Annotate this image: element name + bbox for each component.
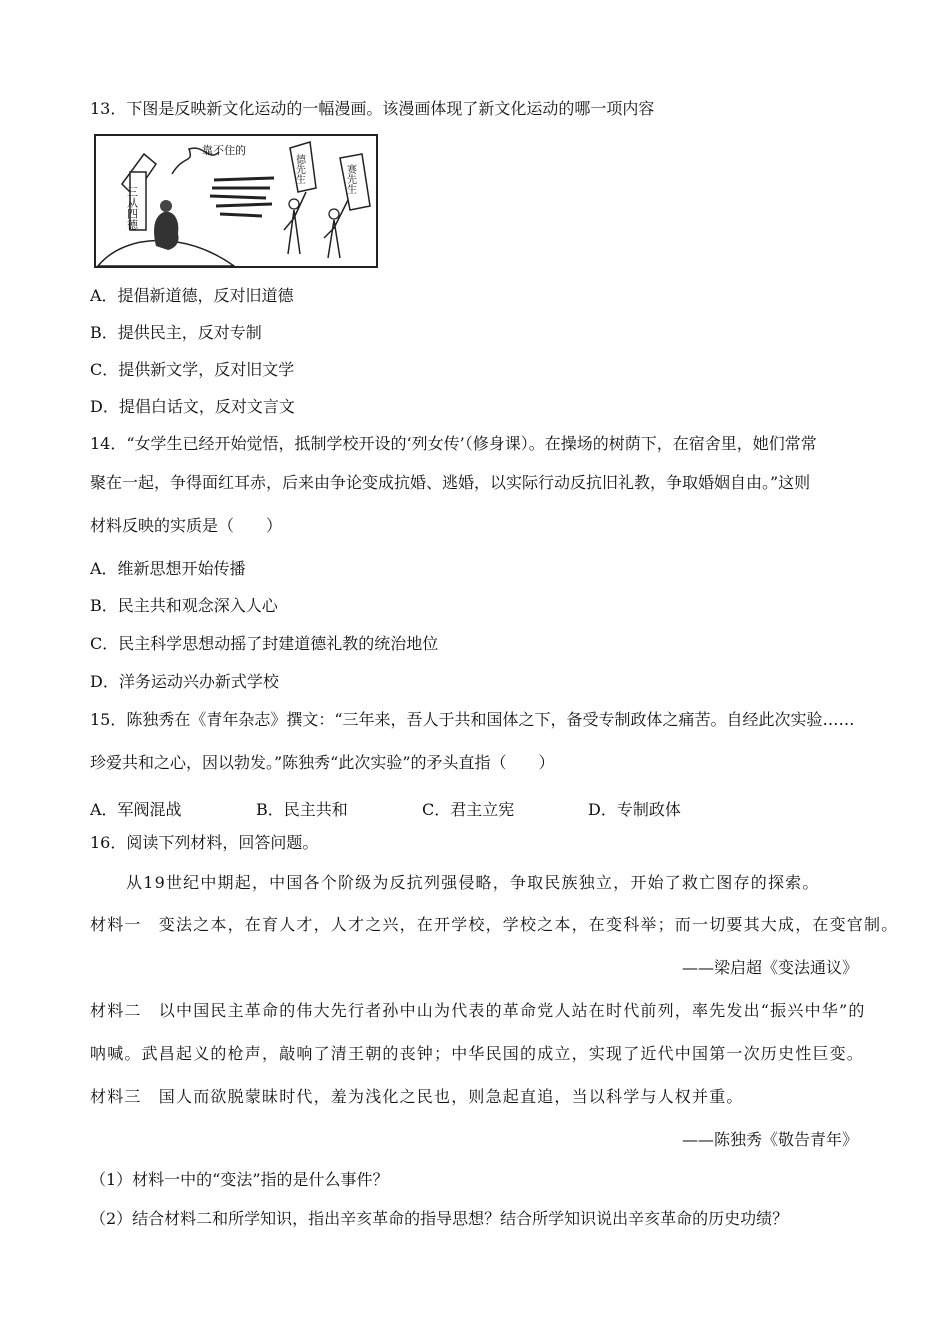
q15-option-c: C．君主立宪	[422, 800, 515, 819]
q15-stem-line2: 珍爱共和之心，因以勃发。”陈独秀“此次实验”的矛头直指（ ）	[90, 753, 555, 772]
q14-option-d: D．洋务运动兴办新式学校	[90, 672, 279, 691]
q14-option-b: B．民主共和观念深入人心	[90, 596, 278, 615]
q15-option-d: D．专制政体	[588, 800, 681, 819]
q16-material2-line2: 呐喊。武昌起义的枪声，敲响了清王朝的丧钟；中华民国的成立，实现了近代中国第一次历史性巨变。	[90, 1044, 865, 1063]
q14-option-c: C．民主科学思想动摇了封建道德礼教的统治地位	[90, 634, 439, 653]
cartoon-label-kaobuzhu: 靠不住的	[202, 144, 246, 157]
q13-option-d: D．提倡白话文，反对文言文	[90, 397, 295, 416]
q16-material1: 材料一 变法之本，在育人才，人才之兴，在开学校，学校之本，在变科举；而一切要其大成，在变官制。	[90, 915, 899, 934]
q16-source1: ——梁启超《变法通议》	[681, 958, 858, 977]
cartoon-label-de: 德先生	[293, 154, 305, 184]
cartoon-label-sancong: 三从四德	[125, 186, 139, 230]
q14-stem-line2: 聚在一起，争得面红耳赤，后来由争论变成抗婚、逃婚，以实际行动反抗旧礼教，争取婚姻自由。”这则	[90, 473, 811, 492]
q14-stem-line1: 14．“女学生已经开始觉悟，抵制学校开设的‘列女传’（修身课）。在操场的树荫下，在宿舍里，她们常常	[90, 434, 817, 453]
q14-stem-line3: 材料反映的实质是（ ）	[90, 516, 283, 535]
q16-sub1: （1）材料一中的“变法”指的是什么事件？	[90, 1170, 389, 1189]
q15-stem-line1: 15．陈独秀在《青年杂志》撰文：“三年来，吾人于共和国体之下，备受专制政体之痛苦。自经此次实验……	[90, 710, 855, 729]
q13-option-a: A．提倡新道德，反对旧道德	[90, 286, 294, 305]
cartoon-label-sai: 赛先生	[344, 164, 356, 194]
q15-option-b: B．民主共和	[256, 800, 348, 819]
q14-option-a: A．维新思想开始传播	[90, 559, 246, 578]
q16-stem: 16．阅读下列材料，回答问题。	[90, 833, 319, 852]
new-culture-cartoon	[94, 134, 378, 268]
q16-material3: 材料三 国人而欲脱蒙昧时代，羞为浅化之民也，则急起直追，当以科学与人权并重。	[90, 1087, 744, 1106]
q13-stem: 13．下图是反映新文化运动的一幅漫画。该漫画体现了新文化运动的哪一项内容	[90, 99, 655, 118]
q16-intro: 从19世纪中期起，中国各个阶级为反抗列强侵略，争取民族独立，开始了救亡图存的探索。	[126, 873, 820, 892]
q13-option-c: C．提供新文学，反对旧文学	[90, 360, 295, 379]
q15-option-a: A．军阀混战	[90, 800, 182, 819]
q15-options	[90, 797, 790, 819]
q13-option-b: B．提供民主，反对专制	[90, 323, 262, 342]
q16-source3: ——陈独秀《敬告青年》	[681, 1130, 858, 1149]
q16-sub2: （2）结合材料二和所学知识，指出辛亥革命的指导思想？结合所学知识说出辛亥革命的历史功绩？	[90, 1209, 789, 1228]
q16-material2-line1: 材料二 以中国民主革命的伟大先行者孙中山为代表的革命党人站在时代前列，率先发出“振兴中华”的	[90, 1001, 866, 1020]
